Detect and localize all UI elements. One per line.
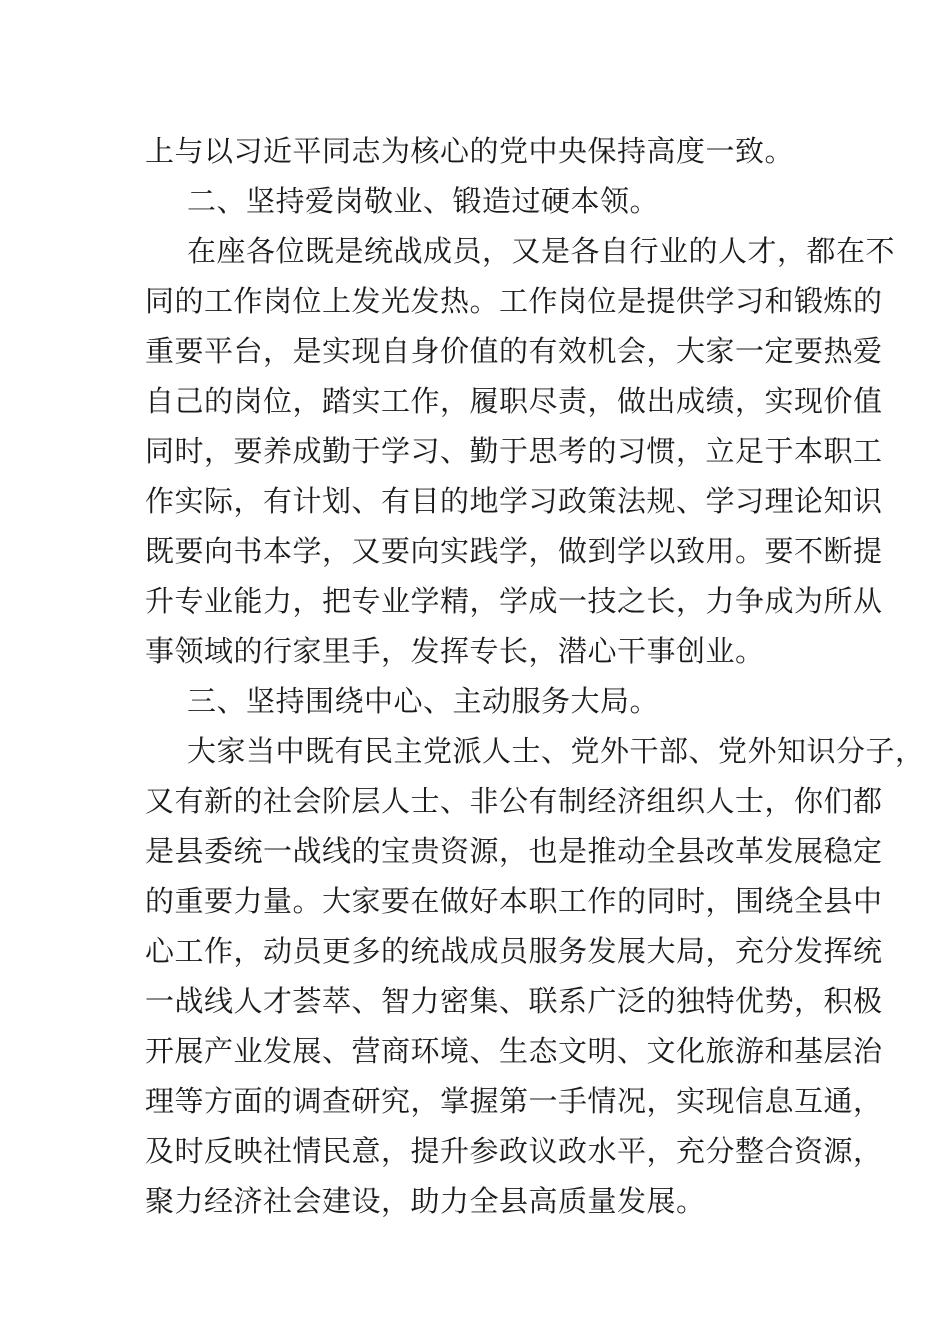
body-text-line: 又有新的社会阶层人士、非公有制经济组织人士，你们都 <box>145 784 883 818</box>
body-text-line: 同的工作岗位上发光发热。工作岗位是提供学习和锻炼的 <box>145 284 883 318</box>
body-text-line: 及时反映社情民意，提升参政议政水平，充分整合资源， <box>145 1134 883 1168</box>
body-text-line: 的重要力量。大家要在做好本职工作的同时，围绕全县中 <box>145 884 883 918</box>
body-text-line: 一战线人才荟萃、智力密集、联系广泛的独特优势，积极 <box>145 984 883 1018</box>
body-text-line: 事领域的行家里手，发挥专长，潜心干事创业。 <box>145 634 765 668</box>
body-text-line: 上与以习近平同志为核心的党中央保持高度一致。 <box>145 134 795 168</box>
body-text-line: 是县委统一战线的宝贵资源，也是推动全县改革发展稳定 <box>145 834 883 868</box>
body-text-line: 自己的岗位，踏实工作，履职尽责，做出成绩，实现价值 <box>145 384 883 418</box>
body-text-line: 重要平台，是实现自身价值的有效机会，大家一定要热爱 <box>145 334 883 368</box>
body-text-line: 作实际，有计划、有目的地学习政策法规、学习理论知识 <box>145 484 883 518</box>
body-text-line: 升专业能力，把专业学精，学成一技之长，力争成为所从 <box>145 584 883 618</box>
section-heading: 三、坚持围绕中心、主动服务大局。 <box>187 684 660 718</box>
section-heading: 二、坚持爱岗敬业、锻造过硬本领。 <box>187 184 660 218</box>
body-text-line: 既要向书本学，又要向实践学，做到学以致用。要不断提 <box>145 534 883 568</box>
body-text-line: 聚力经济社会建设，助力全县高质量发展。 <box>145 1184 706 1218</box>
body-text-line: 同时，要养成勤于学习、勤于思考的习惯，立足于本职工 <box>145 434 883 468</box>
body-text-line: 开展产业发展、营商环境、生态文明、文化旅游和基层治 <box>145 1034 883 1068</box>
body-text-line: 大家当中既有民主党派人士、党外干部、党外知识分子， <box>187 734 925 768</box>
body-text-line: 在座各位既是统战成员，又是各自行业的人才，都在不 <box>187 234 896 268</box>
body-text-line: 理等方面的调查研究，掌握第一手情况，实现信息互通， <box>145 1084 883 1118</box>
body-text-line: 心工作，动员更多的统战成员服务发展大局，充分发挥统 <box>145 934 883 968</box>
